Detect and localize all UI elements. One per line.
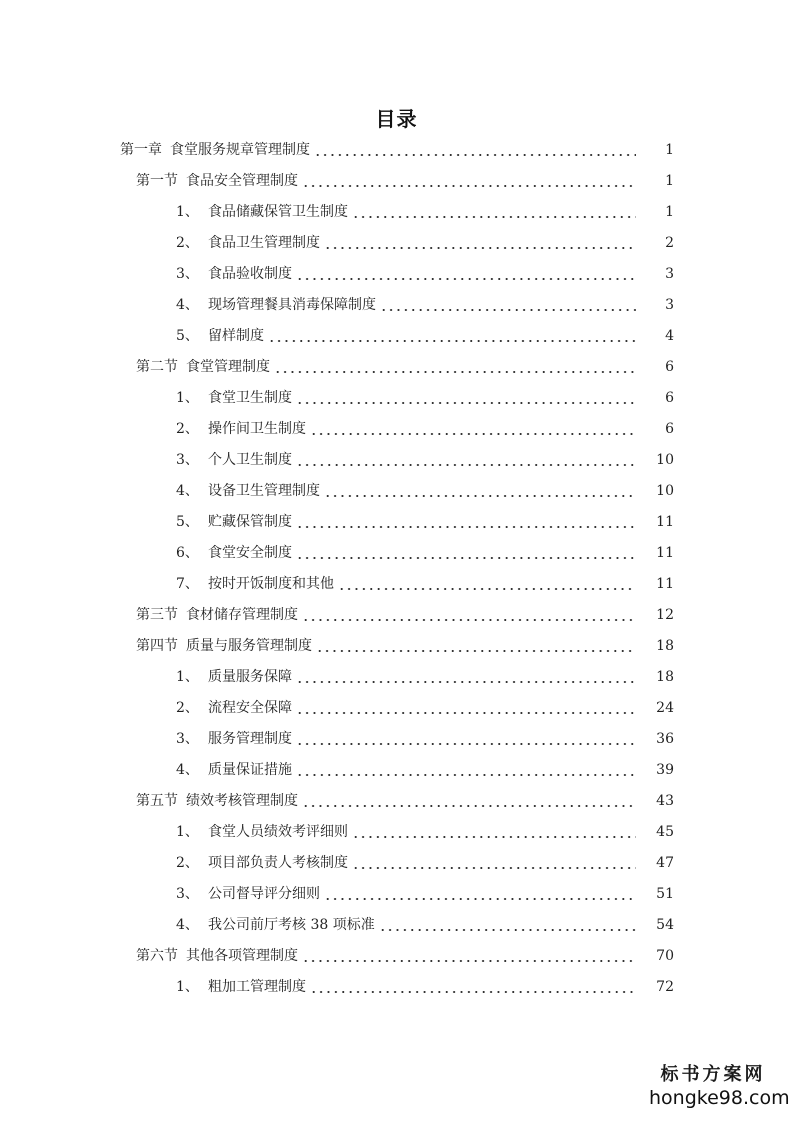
toc-section-row[interactable]	[0, 600, 793, 631]
toc-item-row[interactable]	[0, 724, 793, 755]
toc-item-row[interactable]	[0, 848, 793, 879]
toc-entry-number: 1、	[176, 204, 199, 220]
toc-entry-number: 第五节	[136, 793, 178, 809]
toc-item-row[interactable]	[0, 228, 793, 259]
toc-page-number: 3	[665, 297, 674, 313]
toc-item-row[interactable]	[0, 259, 793, 290]
toc-dot-leader	[296, 259, 636, 290]
toc-dot-leader	[296, 724, 636, 755]
toc-entry-title: 绩效考核管理制度	[186, 793, 298, 809]
toc-page-number: 3	[665, 266, 674, 282]
toc-entry-number: 第一章	[120, 142, 162, 158]
toc-entry-title: 食堂管理制度	[186, 359, 270, 375]
toc-page-number: 18	[656, 638, 674, 654]
toc-section-row[interactable]	[0, 166, 793, 197]
toc-entry-title: 我公司前厅考核 38 项标准	[208, 917, 375, 933]
toc-dot-leader	[379, 910, 636, 941]
toc-entry-number: 第六节	[136, 948, 178, 964]
toc-item-row[interactable]	[0, 662, 793, 693]
toc-entry-title: 食品安全管理制度	[186, 173, 298, 189]
toc-entry-number: 第四节	[136, 638, 178, 654]
toc-item-row[interactable]	[0, 879, 793, 910]
toc-dot-leader	[302, 941, 636, 972]
toc-entry-title: 留样制度	[208, 328, 264, 344]
toc-entry-number: 2、	[176, 700, 199, 716]
toc-dot-leader	[310, 414, 636, 445]
toc-entry-title: 公司督导评分细则	[208, 886, 320, 902]
toc-page-number: 2	[665, 235, 674, 251]
toc-dot-leader	[296, 445, 636, 476]
toc-entry-title: 个人卫生制度	[208, 452, 292, 468]
toc-item-row[interactable]	[0, 538, 793, 569]
toc-page-number: 45	[656, 824, 674, 840]
toc-page-number: 11	[656, 545, 674, 561]
toc-dot-leader	[310, 972, 636, 1003]
toc-page-number: 6	[665, 390, 674, 406]
toc-section-row[interactable]	[0, 941, 793, 972]
toc-page-number: 36	[656, 731, 674, 747]
toc-entry-number: 4、	[176, 297, 199, 313]
toc-dot-leader	[314, 135, 636, 166]
toc-entry-number: 7、	[176, 576, 199, 592]
toc-list	[0, 135, 793, 1003]
toc-entry-number: 1、	[176, 669, 199, 685]
watermark-site-name: 标书方案网	[660, 1064, 766, 1085]
toc-page-number: 12	[656, 607, 674, 623]
toc-page-number: 39	[656, 762, 674, 778]
toc-entry-number: 2、	[176, 421, 199, 437]
toc-page-number: 1	[665, 142, 674, 158]
toc-item-row[interactable]	[0, 290, 793, 321]
toc-entry-number: 5、	[176, 328, 199, 344]
toc-dot-leader	[302, 786, 636, 817]
toc-entry-title: 食品储藏保管卫生制度	[208, 204, 348, 220]
toc-entry-title: 质量保证措施	[208, 762, 292, 778]
toc-page-number: 4	[665, 328, 674, 344]
toc-dot-leader	[296, 383, 636, 414]
toc-entry-title: 其他各项管理制度	[186, 948, 298, 964]
toc-entry-title: 食品卫生管理制度	[208, 235, 320, 251]
toc-dot-leader	[352, 817, 636, 848]
toc-entry-title: 质量服务保障	[208, 669, 292, 685]
toc-entry-title: 操作间卫生制度	[208, 421, 306, 437]
toc-dot-leader	[274, 352, 636, 383]
toc-entry-number: 2、	[176, 235, 199, 251]
toc-entry-number: 1、	[176, 979, 199, 995]
toc-item-row[interactable]	[0, 445, 793, 476]
toc-dot-leader	[324, 228, 636, 259]
toc-entry-number: 3、	[176, 266, 199, 282]
toc-entry-number: 5、	[176, 514, 199, 530]
toc-entry-title: 现场管理餐具消毒保障制度	[208, 297, 376, 313]
toc-page-number: 51	[656, 886, 674, 902]
toc-entry-title: 食材储存管理制度	[186, 607, 298, 623]
toc-item-row[interactable]	[0, 817, 793, 848]
toc-page-number: 47	[656, 855, 674, 871]
toc-entry-number: 第三节	[136, 607, 178, 623]
toc-entry-number: 3、	[176, 886, 199, 902]
toc-entry-title: 粗加工管理制度	[208, 979, 306, 995]
toc-title: 目录	[375, 107, 418, 131]
toc-page-number: 1	[665, 204, 674, 220]
toc-dot-leader	[296, 538, 636, 569]
toc-entry-number: 1、	[176, 824, 199, 840]
toc-entry-title: 流程安全保障	[208, 700, 292, 716]
toc-section-row[interactable]	[0, 631, 793, 662]
toc-entry-title: 服务管理制度	[208, 731, 292, 747]
toc-page-number: 1	[665, 173, 674, 189]
toc-item-row[interactable]	[0, 693, 793, 724]
toc-entry-title: 食堂安全制度	[208, 545, 292, 561]
toc-page-number: 43	[656, 793, 674, 809]
toc-page-number: 10	[656, 483, 674, 499]
toc-dot-leader	[268, 321, 636, 352]
toc-entry-number: 第二节	[136, 359, 178, 375]
toc-page-number: 10	[656, 452, 674, 468]
toc-entry-title: 食堂卫生制度	[208, 390, 292, 406]
toc-item-row[interactable]	[0, 972, 793, 1003]
toc-entry-number: 3、	[176, 731, 199, 747]
toc-item-row[interactable]	[0, 569, 793, 600]
toc-item-row[interactable]	[0, 755, 793, 786]
toc-page-number: 72	[656, 979, 674, 995]
toc-item-row[interactable]	[0, 476, 793, 507]
toc-item-row[interactable]	[0, 414, 793, 445]
toc-dot-leader	[316, 631, 636, 662]
toc-item-row[interactable]	[0, 383, 793, 414]
toc-dot-leader	[324, 879, 636, 910]
toc-entry-title: 贮藏保管制度	[208, 514, 292, 530]
toc-dot-leader	[352, 197, 636, 228]
toc-page-number: 6	[665, 421, 674, 437]
toc-page-number: 18	[656, 669, 674, 685]
toc-item-row[interactable]	[0, 910, 793, 941]
toc-item-row[interactable]	[0, 507, 793, 538]
toc-item-row[interactable]	[0, 197, 793, 228]
toc-dot-leader	[324, 476, 636, 507]
toc-entry-number: 4、	[176, 483, 199, 499]
toc-section-row[interactable]	[0, 352, 793, 383]
toc-entry-number: 1、	[176, 390, 199, 406]
toc-dot-leader	[296, 507, 636, 538]
toc-dot-leader	[338, 569, 636, 600]
watermark-url: hongke98.com	[649, 1087, 790, 1109]
toc-entry-number: 2、	[176, 855, 199, 871]
toc-entry-title: 食堂人员绩效考评细则	[208, 824, 348, 840]
toc-dot-leader	[352, 848, 636, 879]
toc-entry-title: 质量与服务管理制度	[186, 638, 312, 654]
toc-dot-leader	[296, 755, 636, 786]
toc-entry-title: 项目部负责人考核制度	[208, 855, 348, 871]
toc-page-number: 70	[656, 948, 674, 964]
toc-dot-leader	[296, 662, 636, 693]
toc-entry-number: 4、	[176, 762, 199, 778]
toc-chapter-row[interactable]	[0, 135, 793, 166]
toc-page-number: 6	[665, 359, 674, 375]
toc-entry-title: 设备卫生管理制度	[208, 483, 320, 499]
toc-page-number: 11	[656, 576, 674, 592]
toc-entry-number: 4、	[176, 917, 199, 933]
toc-page-number: 11	[656, 514, 674, 530]
toc-page-number: 24	[656, 700, 674, 716]
toc-section-row[interactable]	[0, 786, 793, 817]
toc-page-number: 54	[656, 917, 674, 933]
toc-dot-leader	[296, 693, 636, 724]
toc-entry-title: 食堂服务规章管理制度	[170, 142, 310, 158]
toc-dot-leader	[302, 600, 636, 631]
toc-dot-leader	[380, 290, 636, 321]
toc-entry-title: 按时开饭制度和其他	[208, 576, 334, 592]
toc-entry-number: 3、	[176, 452, 199, 468]
toc-entry-title: 食品验收制度	[208, 266, 292, 282]
toc-dot-leader	[302, 166, 636, 197]
toc-entry-number: 第一节	[136, 173, 178, 189]
toc-item-row[interactable]	[0, 321, 793, 352]
toc-entry-number: 6、	[176, 545, 199, 561]
watermark	[649, 1064, 790, 1110]
